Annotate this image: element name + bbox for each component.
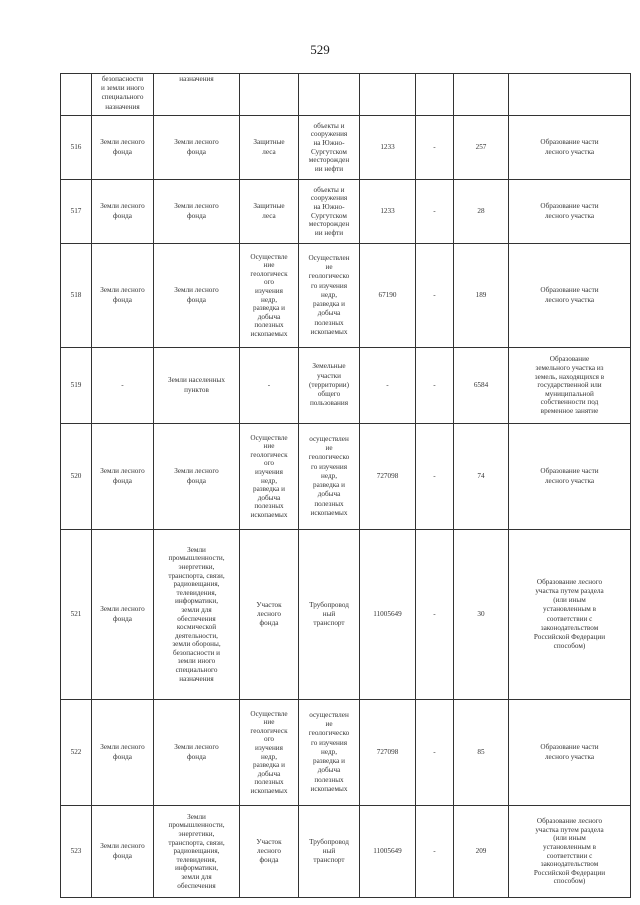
plot-area: 6584 (454, 348, 509, 424)
permitted-use: объекты и сооружения на Южно- Сургутском месторожден ии нефти (299, 116, 360, 180)
land-category: Земли лесного фонда (92, 244, 154, 348)
row-number: 521 (61, 530, 92, 700)
dash-cell: - (416, 116, 454, 180)
land-category: Земли лесного фонда (92, 700, 154, 806)
formation-method: Образование части лесного участка (509, 424, 631, 530)
formation-method: Образование части лесного участка (509, 700, 631, 806)
table-row (61, 180, 631, 244)
land-category: Земли лесного фонда (92, 530, 154, 700)
land-category: Земли лесного фонда (92, 116, 154, 180)
land-category: Земли лесного фонда (92, 180, 154, 244)
table-row (61, 700, 631, 806)
forest-type: Участок лесного фонда (240, 806, 299, 898)
row-number: 518 (61, 244, 92, 348)
dash-cell: - (416, 806, 454, 898)
formation-method: Образование лесного участка путем раздела (или иным установленным в соответствии с законодательством Российской Федерации способом) (509, 806, 631, 898)
row-number: 516 (61, 116, 92, 180)
land-name: Земли лесного фонда (154, 116, 240, 180)
table-row (61, 424, 631, 530)
table-row (61, 348, 631, 424)
dash-cell: - (416, 700, 454, 806)
parent-area: 727098 (360, 424, 416, 530)
row-number: 523 (61, 806, 92, 898)
plot-area: 257 (454, 116, 509, 180)
parent-area: - (360, 348, 416, 424)
formation-method: Образование земельного участка из земель, находящихся в государственной или муниципальной собственности под временное занятие (509, 348, 631, 424)
land-name: назначения (154, 74, 240, 116)
permitted-use (299, 74, 360, 116)
plot-area: 74 (454, 424, 509, 530)
parent-area: 11005649 (360, 806, 416, 898)
parent-area (360, 74, 416, 116)
land-name: Земли лесного фонда (154, 700, 240, 806)
parent-area: 1233 (360, 116, 416, 180)
dash-cell: - (416, 348, 454, 424)
dash-cell: - (416, 180, 454, 244)
permitted-use: Осуществлен ие геологическо го изучения недр, разведка и добыча полезных ископаемых (299, 244, 360, 348)
land-category: - (92, 348, 154, 424)
formation-method: Образование лесного участка путем раздела (или иным установленным в соответствии с законодательством Российской Федерации способом) (509, 530, 631, 700)
formation-method: Образование части лесного участка (509, 244, 631, 348)
land-category: Земли лесного фонда (92, 424, 154, 530)
row-number (61, 74, 92, 116)
permitted-use: Трубопровод ный транспорт (299, 806, 360, 898)
land-name: Земли лесного фонда (154, 424, 240, 530)
formation-method: Образование части лесного участка (509, 116, 631, 180)
land-category: безопасности и земли иного специального назначения (92, 74, 154, 116)
parent-area: 727098 (360, 700, 416, 806)
plot-area (454, 74, 509, 116)
formation-method (509, 74, 631, 116)
plot-area: 85 (454, 700, 509, 806)
forest-type: Защитные леса (240, 116, 299, 180)
dash-cell: - (416, 530, 454, 700)
land-name: Земли промышленности, энергетики, транспорта, связи, радиовещания, телевидения, информатики, земли для обеспечения космической деятельности, земли обороны, безопасности и земли иного специального назначения (154, 530, 240, 700)
forest-type: Осуществле ние геологическ ого изучения недр, разведка и добыча полезных ископаемых (240, 700, 299, 806)
permitted-use: осуществлен ие геологическо го изучения недр, разведка и добыча полезных ископаемых (299, 700, 360, 806)
forest-type: Осуществле ние геологическ ого изучения недр, разведка и добыча полезных ископаемых (240, 424, 299, 530)
forest-type: Осуществле ние геологическ ого изучения недр, разведка и добыча полезных ископаемых (240, 244, 299, 348)
forest-type: Участок лесного фонда (240, 530, 299, 700)
permitted-use: объекты и сооружения на Южно- Сургутском месторожден ии нефти (299, 180, 360, 244)
land-name: Земли лесного фонда (154, 244, 240, 348)
parent-area: 11005649 (360, 530, 416, 700)
forest-type: Защитные леса (240, 180, 299, 244)
table-row (61, 530, 631, 700)
table-row (61, 74, 631, 116)
plot-area: 28 (454, 180, 509, 244)
plot-area: 30 (454, 530, 509, 700)
dash-cell: - (416, 244, 454, 348)
row-number: 522 (61, 700, 92, 806)
table-row (61, 806, 631, 898)
row-number: 517 (61, 180, 92, 244)
dash-cell (416, 74, 454, 116)
land-name: Земли промышленности, энергетики, транспорта, связи, радиовещания, телевидения, информатики, земли для обеспечения (154, 806, 240, 898)
land-category: Земли лесного фонда (92, 806, 154, 898)
parent-area: 1233 (360, 180, 416, 244)
plot-area: 189 (454, 244, 509, 348)
plot-area: 209 (454, 806, 509, 898)
land-plots-table (60, 73, 631, 898)
row-number: 520 (61, 424, 92, 530)
permitted-use: осуществлен ие геологическо го изучения недр, разведка и добыча полезных ископаемых (299, 424, 360, 530)
permitted-use: Земельные участки (территории) общего пользования (299, 348, 360, 424)
table-row (61, 116, 631, 180)
permitted-use: Трубопровод ный транспорт (299, 530, 360, 700)
table-row (61, 244, 631, 348)
page-number: 529 (310, 42, 330, 57)
dash-cell: - (416, 424, 454, 530)
formation-method: Образование части лесного участка (509, 180, 631, 244)
forest-type: - (240, 348, 299, 424)
land-name: Земли лесного фонда (154, 180, 240, 244)
parent-area: 67190 (360, 244, 416, 348)
forest-type (240, 74, 299, 116)
row-number: 519 (61, 348, 92, 424)
land-name: Земли населенных пунктов (154, 348, 240, 424)
